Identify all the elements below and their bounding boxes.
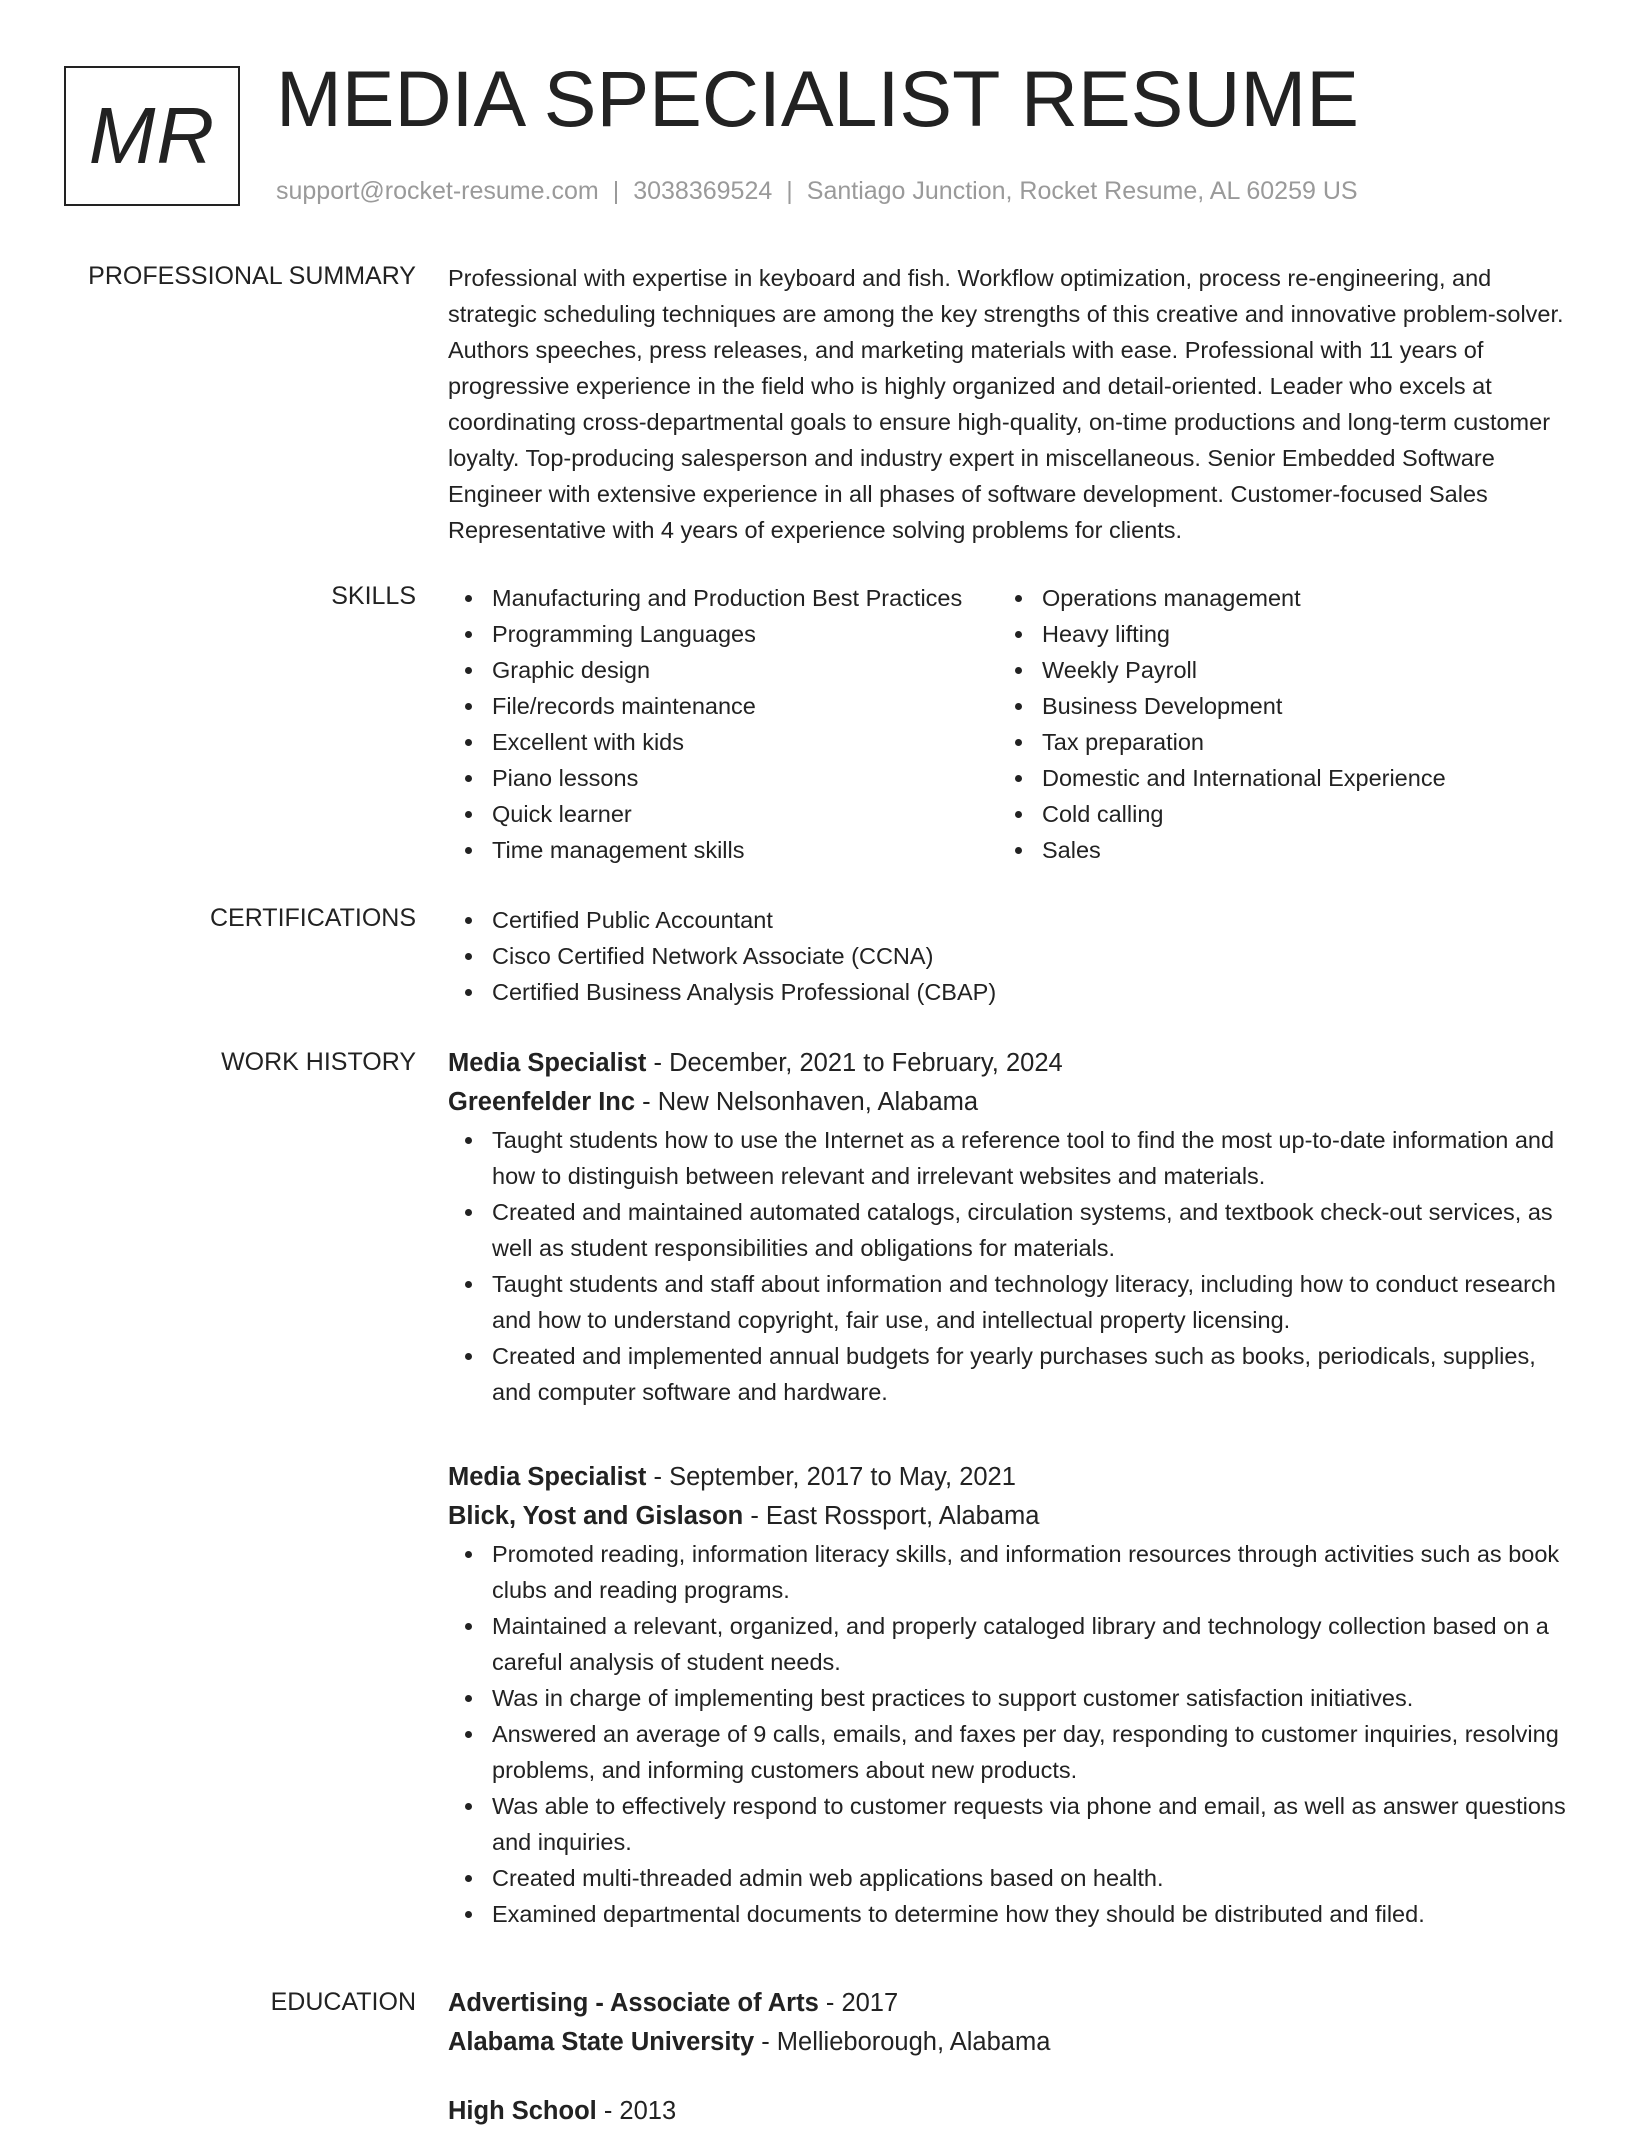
certification-item: Certified Public Accountant (448, 902, 1568, 938)
job-bullet: Promoted reading, information literacy skills, and information resources through activities such as book clubs and reading programs. (448, 1536, 1568, 1608)
skills-list (448, 580, 1568, 868)
education-degree: High School (448, 2097, 597, 2125)
job-bullets (448, 1122, 1568, 1410)
skills-column-left (448, 580, 998, 868)
summary-text: Professional with expertise in keyboard and fish. Workflow optimization, process re-engineering, and strategic scheduling techniques are among the key strengths of this creative and innovative problem-solver. Authors speeches, press releases, and marketing materials with ease. Professional with 11 years of progressive experience in the field who is highly organized and detail-oriented. Leader who excels at coordinating cross-departmental goals to ensure high-quality, on-time productions and long-term customer loyalty. Top-producing salesperson and industry expert in miscellaneous. Senior Embedded Software Engineer with extensive experience in all phases of software development. Customer-focused Sales Representative with 4 years of experience solving problems for clients. (448, 265, 1564, 543)
job-company: Greenfelder Inc (448, 1088, 636, 1116)
section-label-work-history: WORK HISTORY (221, 1048, 416, 1076)
job-company-line (448, 1497, 1568, 1536)
certification-item: Cisco Certified Network Associate (CCNA) (448, 938, 1568, 974)
skill-item: Sales (998, 832, 1548, 868)
job-bullet: Maintained a relevant, organized, and properly cataloged library and technology collection based on a careful analysis of student needs. (448, 1608, 1568, 1680)
job-bullet: Created multi-threaded admin web applications based on health. (448, 1860, 1568, 1896)
skill-item: Business Development (998, 688, 1548, 724)
skills-column-right (998, 580, 1548, 868)
section-label-skills: SKILLS (331, 582, 416, 610)
certifications-list (448, 902, 1568, 1010)
job-dates: - December, 2021 to February, 2024 (646, 1049, 1063, 1077)
skill-item: Piano lessons (448, 760, 998, 796)
contact-separator: | (612, 177, 620, 205)
contact-email: support@rocket-resume.com (276, 177, 599, 205)
skill-item: Quick learner (448, 796, 998, 832)
skill-item: Graphic design (448, 652, 998, 688)
skill-item: Cold calling (998, 796, 1548, 832)
skill-item: Programming Languages (448, 616, 998, 652)
education-degree: Advertising - Associate of Arts (448, 1989, 819, 2017)
skill-item: Domestic and International Experience (998, 760, 1548, 796)
job-bullet: Was in charge of implementing best practices to support customer satisfaction initiatives. (448, 1680, 1568, 1716)
education-degree-line (448, 1984, 1568, 2023)
job-bullet: Was able to effectively respond to customer requests via phone and email, as well as answer questions and inquiries. (448, 1788, 1568, 1860)
job-title-line (448, 1458, 1568, 1497)
contact-phone: 3038369524 (633, 177, 773, 205)
contact-separator: | (786, 177, 793, 205)
skill-item: Time management skills (448, 832, 998, 868)
job-bullets (448, 1536, 1568, 1932)
job-company: Blick, Yost and Gislason (448, 1502, 744, 1530)
contact-address: Santiago Junction, Rocket Resume, AL 60259 US (806, 177, 1358, 205)
job-bullet: Created and implemented annual budgets for yearly purchases such as books, periodicals, supplies, and computer software and hardware. (448, 1338, 1568, 1410)
job-bullet: Answered an average of 9 calls, emails, and faxes per day, responding to customer inquiries, resolving problems, and informing customers about new products. (448, 1716, 1568, 1788)
job-company-line (448, 1083, 1568, 1122)
education-year: - 2017 (818, 1989, 899, 2017)
certification-item: Certified Business Analysis Professional (CBAP) (448, 974, 1568, 1010)
education-school: Alabama State University (448, 2028, 755, 2056)
contact-line (276, 174, 1358, 208)
job-entry (448, 1458, 1568, 1932)
skill-item: Weekly Payroll (998, 652, 1548, 688)
skill-item: Tax preparation (998, 724, 1548, 760)
job-bullet: Taught students how to use the Internet as a reference tool to find the most up-to-date information and how to distinguish between relevant and irrelevant websites and materials. (448, 1122, 1568, 1194)
education-year: - 2013 (596, 2097, 677, 2125)
job-location: - New Nelsonhaven, Alabama (635, 1088, 979, 1116)
section-label-education: EDUCATION (270, 1988, 416, 2016)
education-school-line (448, 2023, 1568, 2062)
skill-item: Manufacturing and Production Best Practices (448, 580, 998, 616)
monogram-logo: MR (64, 66, 240, 206)
education-entry (448, 1984, 1568, 2062)
job-location: - East Rossport, Alabama (743, 1502, 1040, 1530)
resume-title: MEDIA SPECIALIST RESUME (276, 54, 1359, 143)
job-bullet: Examined departmental documents to determine how they should be distributed and filed. (448, 1896, 1568, 1932)
skill-item: Heavy lifting (998, 616, 1548, 652)
job-title: Media Specialist (448, 1463, 647, 1491)
job-title-line (448, 1044, 1568, 1083)
job-bullet: Created and maintained automated catalogs, circulation systems, and textbook check-out services, as well as student responsibilities and obligations for materials. (448, 1194, 1568, 1266)
job-dates: - September, 2017 to May, 2021 (646, 1463, 1016, 1491)
job-entry (448, 1044, 1568, 1410)
skill-item: Excellent with kids (448, 724, 998, 760)
job-bullet: Taught students and staff about information and technology literacy, including how to conduct research and how to understand copyright, fair use, and intellectual property licensing. (448, 1266, 1568, 1338)
skill-item: File/records maintenance (448, 688, 998, 724)
section-label-summary: PROFESSIONAL SUMMARY (88, 262, 416, 290)
section-label-certifications: CERTIFICATIONS (209, 904, 416, 932)
skill-item: Operations management (998, 580, 1548, 616)
education-location: - Mellieborough, Alabama (754, 2028, 1051, 2056)
job-title: Media Specialist (448, 1049, 647, 1077)
